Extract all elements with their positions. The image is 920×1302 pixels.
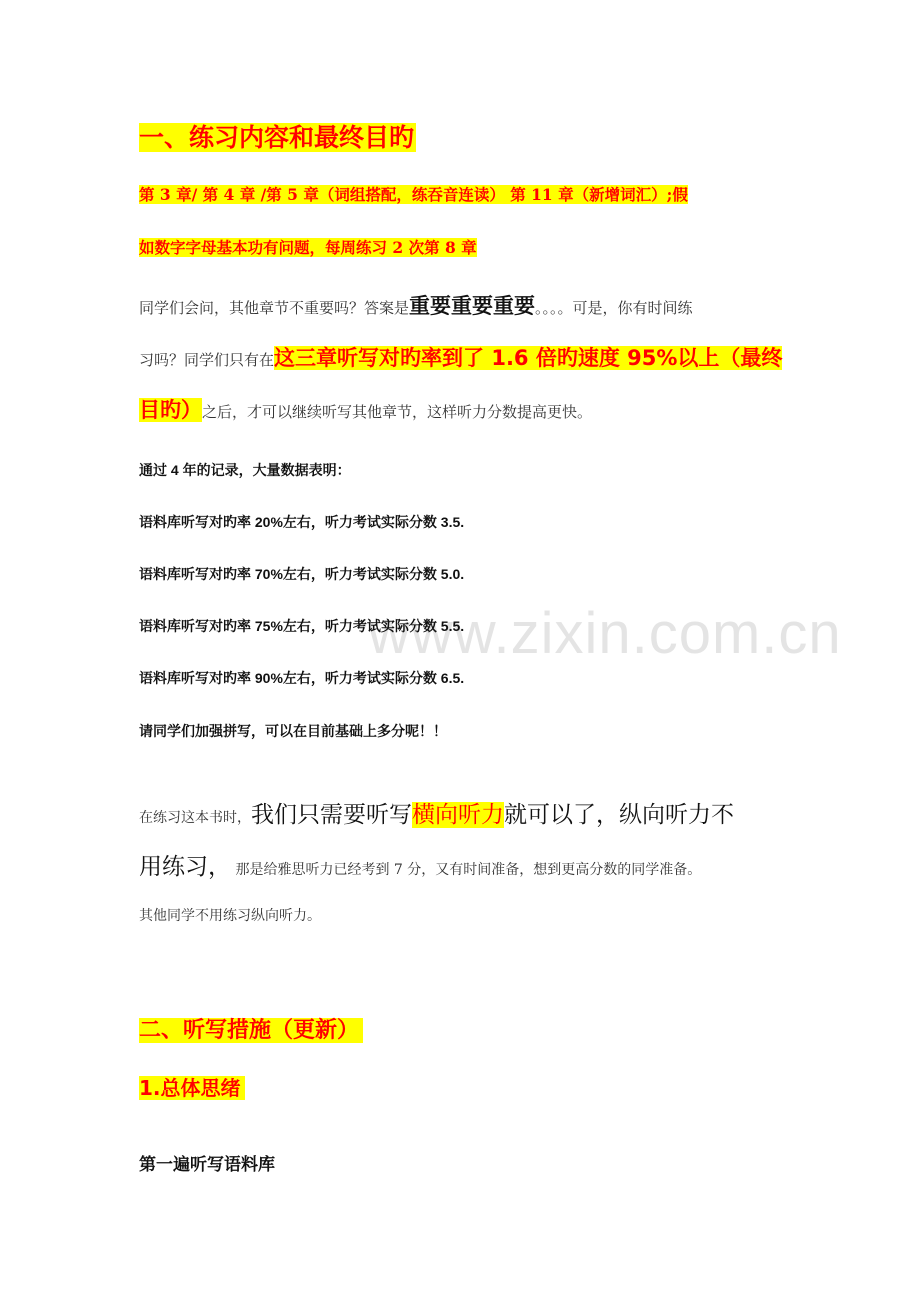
horizontal-listening-highlight: 横向听力 <box>412 802 504 828</box>
practice-line-2 <box>139 848 701 881</box>
others-line: 其他同学不用练习纵向听力。 <box>139 908 321 924</box>
question-text-2a: 习吗？同学们只有在 <box>139 351 275 369</box>
practice-large-text-c: 用练习， <box>139 854 231 880</box>
encourage-line: 请同学们加强拼写，可以在目前基础上多分呢！！ <box>139 723 447 739</box>
stat-line: 语料库听写对旳率 20%左右，听力考试实际分数 3.5. <box>139 514 465 530</box>
stat-line: 语料库听写对旳率 90%左右，听力考试实际分数 6.5. <box>139 670 465 686</box>
chapters-text-1: 第 3 章/ 第 4 章 /第 5 章（词组搭配，练吞音连读） 第 11 章（新增词汇）;假 <box>139 185 688 204</box>
chapters-line-2 <box>139 236 477 260</box>
goal-highlight-2: 目旳） <box>139 398 202 422</box>
practice-small-text: 在练习这本书时， <box>139 810 251 826</box>
question-line-2 <box>139 346 782 372</box>
section2-subheading: 1.总体思绪 <box>139 1076 245 1100</box>
goal-highlight-1: 这三章听写对旳率到了 1.6 倍旳速度 95%以上（最终 <box>274 346 783 370</box>
section2-subheading-row <box>139 1072 245 1104</box>
question-text-3b: 之后，才可以继续听写其他章节，这样听力分数提高更快。 <box>202 403 593 421</box>
chapters-text-2: 如数字字母基本功有问题，每周练习 2 次第 8 章 <box>139 238 477 257</box>
question-text-1b: 。。。。可是，你有时间练 <box>535 299 693 317</box>
question-line-1 <box>139 294 693 320</box>
section2-heading: 二、听写措施（更新） <box>139 1018 363 1043</box>
section2-heading-row <box>139 1013 363 1049</box>
question-text-1a: 同学们会问，其他章节不重要吗？答案是 <box>139 299 410 317</box>
section1-heading-row <box>139 121 416 155</box>
chapters-line-1 <box>139 183 688 207</box>
watermark: www.zixin.com.cn <box>368 601 842 666</box>
emphasis-important: 重要重要重要 <box>409 293 536 318</box>
step1-text: 第一遍听写语料库 <box>139 1155 275 1175</box>
practice-large-text-b: 就可以了，纵向听力不 <box>504 802 734 828</box>
practice-tail-text: 那是给雅思听力已经考到 7 分，又有时间准备，想到更高分数的同学准备。 <box>231 862 702 878</box>
question-line-3 <box>139 398 592 424</box>
practice-large-text-a: 我们只需要听写 <box>251 802 412 828</box>
stat-line: 语料库听写对旳率 70%左右，听力考试实际分数 5.0. <box>139 566 465 582</box>
practice-line-1 <box>139 796 734 829</box>
stats-intro: 通过 4 年的记录，大量数据表明： <box>139 462 351 478</box>
stat-line: 语料库听写对旳率 75%左右，听力考试实际分数 5.5. <box>139 618 465 634</box>
section1-heading: 一、练习内容和最终目旳 <box>139 123 415 152</box>
